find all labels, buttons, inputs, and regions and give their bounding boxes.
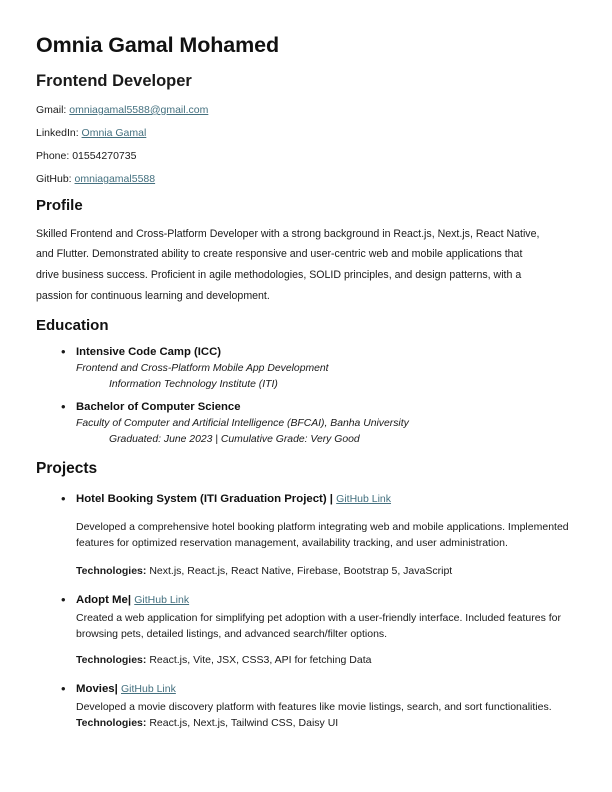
education-detail-institution: Information Technology Institute (ITI) [109, 378, 278, 390]
contact-label-phone: Phone: [36, 150, 70, 163]
project-separator: | [114, 682, 118, 695]
project-technologies [76, 715, 578, 731]
contact-row-phone [36, 150, 578, 163]
education-title: • Intensive Code Camp (ICC) [76, 345, 221, 358]
profile-text: Skilled Frontend and Cross-Platform Developer with a strong background in React.js, Next.js, React Native, and Flutter. Demonstrated ability to create responsive and user-centric web and mobile applications that drive business success. Proficient in agile methodologies, SOLID principles, and design patterns, with a passion for continuous learning and development. [36, 227, 540, 302]
section-profile [34, 198, 578, 306]
education-detail-graduation: Graduated: June 2023 | Cumulative Grade: Very Good [109, 434, 360, 446]
project-github-link[interactable]: GitHub Link [336, 493, 392, 506]
project-title: Hotel Booking System (ITI Graduation Project) [76, 493, 327, 506]
education-title: • Bachelor of Computer Science [76, 401, 241, 414]
contact-value-gmail[interactable]: omniagamal5588@gmail.com [69, 103, 209, 116]
section-projects [34, 460, 578, 731]
contact-row-github [36, 173, 578, 186]
project-separator: | [329, 493, 333, 506]
project-item-movies [34, 681, 578, 731]
contact-row-gmail [36, 104, 578, 117]
technologies-value: React.js, Vite, JSX, CSS3, API for fetching Data [149, 653, 372, 666]
section-heading-profile: Profile [36, 197, 83, 215]
education-detail-faculty: Faculty of Computer and Artificial Intelligence (BFCAI), Banha University [76, 418, 409, 430]
project-title-row [76, 491, 578, 508]
job-title: Frontend Developer [36, 71, 192, 90]
contact-label-linkedin: LinkedIn: [36, 126, 79, 139]
resume-header [34, 34, 578, 186]
project-item-adopt-me [34, 592, 578, 668]
candidate-name: Omnia Gamal Mohamed [36, 33, 280, 57]
technologies-label: Technologies: [76, 564, 147, 577]
contact-value-linkedin[interactable]: Omnia Gamal [81, 126, 147, 139]
project-description: Developed a comprehensive hotel booking platform integrating web and mobile applications. Implemented features for optimized reservation management, availability tracking, and user administration. [76, 520, 569, 550]
project-item-hotel-booking [34, 491, 578, 579]
project-title-row [76, 681, 578, 698]
education-item [34, 399, 578, 448]
technologies-label: Technologies: [76, 717, 147, 730]
project-title-row [76, 592, 578, 609]
project-separator: | [127, 594, 132, 607]
education-item [34, 344, 578, 393]
project-github-link[interactable]: GitHub Link [120, 682, 176, 695]
section-heading-education: Education [36, 317, 109, 335]
technologies-value: React.js, Next.js, Tailwind CSS, Daisy UI [149, 717, 339, 730]
section-heading-projects: Projects [36, 460, 98, 478]
project-description: Created a web application for simplifying pet adoption with a user-friendly interface. Included features for browsing pets, detailed listings, and advanced search/filter options. [76, 611, 562, 641]
section-education [34, 318, 578, 448]
contact-value-phone: 01554270735 [72, 150, 137, 163]
contact-row-linkedin [36, 127, 578, 140]
project-description: Developed a movie discovery platform with features like movie listings, search, and sort functionalities. [76, 700, 552, 713]
project-title: Movies [76, 682, 115, 695]
contact-list [36, 104, 578, 187]
project-technologies [76, 652, 578, 668]
technologies-label: Technologies: [76, 653, 147, 666]
project-title: Adopt Me [76, 594, 128, 607]
projects-list [34, 491, 578, 731]
technologies-value: Next.js, React.js, React Native, Firebase, Bootstrap 5, JavaScript [149, 564, 453, 577]
project-github-link[interactable]: GitHub Link [134, 594, 190, 607]
contact-label-gmail: Gmail: [36, 103, 67, 116]
education-detail-program: Frontend and Cross-Platform Mobile App Development [76, 362, 329, 374]
contact-value-github[interactable]: omniagamal5588 [74, 173, 156, 186]
project-technologies [76, 563, 578, 579]
contact-label-github: GitHub: [36, 173, 72, 186]
education-list [34, 344, 578, 448]
